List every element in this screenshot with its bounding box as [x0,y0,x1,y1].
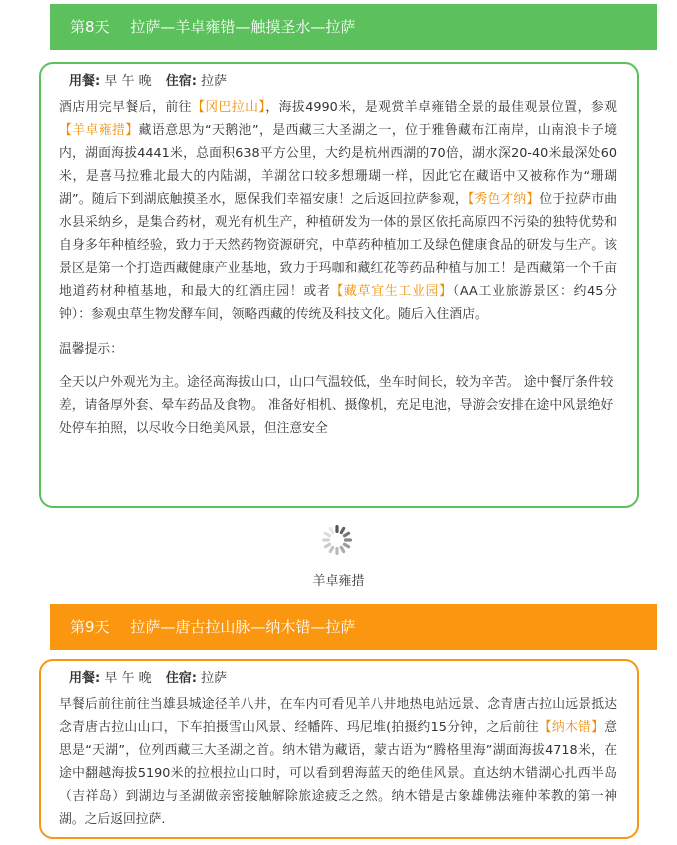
day8-stay-label: 住宿: [165,74,197,89]
day8-meals-value: 早 午 晚 [104,74,152,89]
photo-caption: 羊卓雍措 [312,574,365,589]
attraction-link-gangbala[interactable]: 【冈巴拉山】 [191,100,266,115]
day8-text-3: 藏语意思为“天鹅池”，是西藏三大圣湖之一，位于雅鲁藏布江南岸，山南浪卡子境内，湖面海拔4441米，总面积638平方公里，大约是杭州西湖的70倍，湖水深20-40米最深处60米，是喜马拉雅北最大的内陆湖，羊湖岔口较多想珊瑚一样，因此它在藏语中又被称作为“珊瑚湖”。随后下到湖底触摸圣水，愿保我们幸福安康！之后返回拉萨参观， [59,123,618,207]
tips-title: 温馨提示： [59,342,123,357]
day9-stay-value: 拉萨 [201,671,228,686]
day9-meals-label: 用餐: [69,671,101,686]
day9-itinerary-card [39,659,639,839]
attraction-link-yamdrok[interactable]: 【羊卓雍措】 [59,123,139,138]
day9-meta-line [69,665,617,693]
attraction-link-namtso[interactable]: 【纳木错】 [538,720,605,735]
tips-text: 全天以户外观光为主。途径高海拔山口，山口气温较低，坐车时间长，较为辛苦。 途中餐厅条件较差，请备厚外套、晕车药品及食物。 准备好相机、摄像机，充足电池，导游会安排在途中风景绝好处停车拍照，以尽收今日绝美风景，但注意安全 [59,375,614,436]
day9-stay-label: 住宿: [165,671,197,686]
day9-text-1: 早餐后前往前往当雄县城途径羊八井，在车内可看见羊八井地热电站远景、念青唐古拉山远景抵达念青唐古拉山山口，下车拍摄雪山风景、经幡阵、玛尼堆(拍摄约15分钟，之后前往 [59,697,617,735]
day8-text-4: 位于拉萨市曲水县采纳乡，是集合药材，观光有机生产，种植研发为一体的景区依托高原四不污染的独特优势和自身多年种植经验，致力于天然药物资源研究，中草药种植加工及绿色健康食品的研发与生产。该景区是第一个打造西藏健康产业基地，致力于玛咖和藏红花等药品种植与加工！是西藏第一个千亩地道药材种植基地，和最大的红酒庄园！或者 [59,192,617,299]
attraction-link-xiuse-caina[interactable]: 【秀色才纳】 [467,192,540,207]
day8-text-5: （AA工业旅游景区：约45分钟）：参观虫草生物发酵车间，领略西藏的传统及科技文化。随后入住酒店。 [59,284,618,322]
day8-meals-label: 用餐: [69,74,101,89]
day8-itinerary-card [39,62,639,508]
day9-route-title: 拉萨—唐古拉山脉—纳木错—拉萨 [130,618,356,636]
day9-day-number: 第9天 [70,618,110,636]
day9-meals-value: 早 午 晚 [104,671,152,686]
day8-text-1: 酒店用完早餐后，前往 [59,100,192,115]
day8-day-number: 第8天 [70,18,110,36]
day8-route-title: 拉萨—羊卓雍错—触摸圣水—拉萨 [130,18,356,36]
day9-description [59,693,617,831]
day8-meta-line [69,68,617,96]
day8-header [50,4,657,50]
loading-spinner-icon [319,522,355,558]
day8-text-2: ，海拔4990米，是观赏羊卓雍错全景的最佳观景位置，参观 [265,100,617,115]
day9-header [50,604,657,650]
day9-text-2: 意思是“天湖”，位列西藏三大圣湖之首。纳木错为藏语，蒙古语为“腾格里海”湖面海拔4718米，在途中翻越海拔5190米的拉根拉山口时，可以看到碧海蓝天的绝佳风景。直达纳木错湖心扎西半岛（吉祥岛）到湖边与圣湖做亲密接触解除旅途疲乏之然。纳木错是古象雄佛法雍仲苯教的第一神湖。之后返回拉萨. [59,720,617,827]
day8-description [59,96,617,326]
day8-stay-value: 拉萨 [201,74,228,89]
attraction-link-zangcao-park[interactable]: 【藏草宜生工业园】 [330,284,453,299]
